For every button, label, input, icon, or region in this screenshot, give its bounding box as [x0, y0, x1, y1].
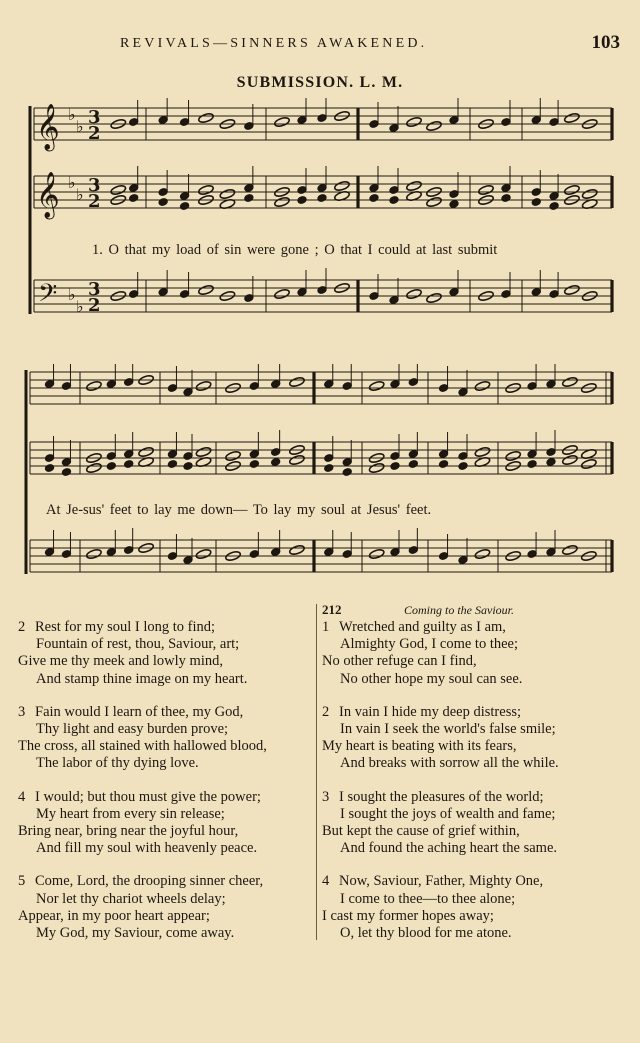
- stanza-number: 4: [18, 788, 26, 805]
- verse-line: [322, 873, 622, 890]
- verse-line: [322, 671, 622, 688]
- verse-text: Bring near, bring near the joyful hour,: [18, 823, 239, 840]
- half-note: [198, 284, 214, 295]
- half-note: [474, 380, 490, 391]
- verse-line: [18, 840, 310, 857]
- stanza-number: 1: [322, 619, 330, 635]
- verse-text: The cross, all stained with hallowed blood,: [18, 738, 267, 755]
- half-note: [505, 450, 521, 461]
- half-note: [198, 184, 214, 195]
- quarter-note: [297, 196, 307, 205]
- verse-text: Rest for my soul I long to find;: [35, 619, 216, 635]
- verse-text: Appear, in my poor heart appear;: [18, 907, 210, 924]
- stanza: [18, 704, 310, 773]
- verse-text: I cast my former hopes away;: [322, 907, 494, 924]
- verse-line: [18, 789, 310, 806]
- hymn-header: [322, 602, 622, 619]
- half-note: [274, 116, 290, 127]
- quarter-note: [501, 194, 511, 203]
- half-note: [289, 454, 305, 465]
- verse-line: [322, 789, 622, 806]
- verse-text: No other refuge can I find,: [322, 653, 477, 670]
- quarter-note: [546, 458, 556, 467]
- verse-text: I sought the pleasures of the world;: [339, 788, 544, 805]
- verse-line: [18, 738, 310, 755]
- verse-text: No other hope my soul can see.: [340, 670, 523, 687]
- verse-line: [322, 721, 622, 738]
- stanza-number: 3: [322, 788, 330, 805]
- verse-text: Give me thy meek and lowly mind,: [18, 653, 223, 670]
- half-note: [289, 544, 305, 555]
- stanza-number: 3: [18, 703, 26, 720]
- quarter-note: [158, 198, 168, 207]
- stanza: [18, 873, 310, 942]
- half-note: [86, 462, 102, 473]
- quarter-note: [271, 458, 281, 467]
- half-note: [564, 184, 580, 195]
- bass-clef: 𝄢: [38, 279, 58, 314]
- quarter-note: [129, 194, 139, 203]
- verse-line: [18, 636, 310, 653]
- half-note: [138, 446, 154, 457]
- quarter-note: [531, 198, 541, 207]
- quarter-note: [179, 202, 189, 211]
- half-note: [406, 288, 422, 299]
- lyrics-line-1: 1. O that my load of sin were gone ; O that I could at last submit: [92, 242, 498, 258]
- half-note: [110, 184, 126, 195]
- verse-text: Thy light and easy burden prove;: [36, 721, 229, 738]
- verse-text: In vain I seek the world's false smile;: [340, 721, 556, 738]
- page-header: [0, 30, 640, 60]
- verse-text: Nor let thy chariot wheels delay;: [36, 890, 226, 907]
- stanza: [322, 789, 622, 858]
- quarter-note: [408, 460, 418, 469]
- verse-line: [322, 636, 622, 653]
- half-note: [86, 548, 102, 559]
- half-note: [334, 180, 350, 191]
- half-note: [581, 458, 597, 469]
- half-note: [225, 450, 241, 461]
- time-signature-bottom: 2: [88, 295, 101, 316]
- verse-line: [322, 823, 622, 840]
- music-system-1: [0, 98, 640, 324]
- music-system-2: [0, 364, 640, 578]
- half-note: [368, 548, 384, 559]
- verse-line: [18, 704, 310, 721]
- half-note: [406, 180, 422, 191]
- verse-text: But kept the cause of grief within,: [322, 823, 520, 840]
- verse-line: [322, 738, 622, 755]
- hymn-number: 212: [322, 602, 342, 617]
- flat-sign: ♭: [68, 105, 76, 124]
- half-note: [289, 376, 305, 387]
- flat-sign: ♭: [76, 297, 84, 316]
- half-note: [195, 446, 211, 457]
- treble-clef: 𝄞: [36, 104, 60, 150]
- music-notation-system-2: [0, 364, 640, 578]
- half-note: [564, 112, 580, 123]
- hymn-column-right: [322, 602, 622, 958]
- flat-sign: ♭: [68, 285, 76, 304]
- half-note: [195, 548, 211, 559]
- flat-sign: ♭: [76, 117, 84, 136]
- half-note: [564, 284, 580, 295]
- stanza: [18, 619, 310, 688]
- time-signature-bottom: 2: [88, 191, 101, 212]
- verse-line: [18, 823, 310, 840]
- stanza: [322, 873, 622, 942]
- quarter-note: [390, 462, 400, 471]
- half-note: [478, 184, 494, 195]
- half-note: [562, 376, 578, 387]
- verse-text: And fill my soul with heavenly peace.: [36, 840, 258, 857]
- half-note: [368, 380, 384, 391]
- page-number: 103: [591, 32, 620, 53]
- flat-sign: ♭: [76, 185, 84, 204]
- verse-text: I would; but thou must give the power;: [35, 788, 261, 805]
- half-note: [274, 196, 290, 207]
- verse-line: [18, 873, 310, 890]
- verse-text: Now, Saviour, Father, Mighty One,: [339, 873, 544, 890]
- verse-text: The labor of thy dying love.: [36, 755, 199, 772]
- quarter-note: [183, 462, 193, 471]
- quarter-note: [44, 464, 54, 473]
- stanza-number: 2: [322, 703, 330, 720]
- quarter-note: [458, 462, 468, 471]
- quarter-note: [449, 200, 459, 209]
- hymn-subtitle: Coming to the Saviour.: [404, 603, 514, 617]
- quarter-note: [106, 462, 116, 471]
- quarter-note: [324, 464, 334, 473]
- verse-text: O, let thy blood for me atone.: [340, 925, 512, 942]
- verse-line: [18, 755, 310, 772]
- verse-line: [18, 721, 310, 738]
- half-note: [581, 188, 597, 199]
- quarter-note: [527, 460, 537, 469]
- quarter-note: [342, 468, 352, 477]
- verse-line: [322, 653, 622, 670]
- hymn-column-left: [18, 602, 310, 958]
- half-note: [426, 292, 442, 303]
- half-note: [406, 116, 422, 127]
- lyrics-line-2: At Je-sus' feet to lay me down— To lay my soul at Jesus' feet.: [46, 502, 432, 518]
- time-signature-top: 3: [88, 107, 101, 128]
- verse-line: [322, 891, 622, 908]
- running-title: REVIVALS—SINNERS AWAKENED.: [120, 36, 428, 51]
- quarter-note: [317, 194, 327, 203]
- quarter-note: [389, 196, 399, 205]
- verse-text: Come, Lord, the drooping sinner cheer,: [35, 873, 264, 890]
- half-note: [198, 112, 214, 123]
- quarter-note: [438, 460, 448, 469]
- column-divider: [316, 604, 317, 940]
- quarter-note: [549, 202, 559, 211]
- verse-line: [322, 840, 622, 857]
- verse-text: Almighty God, I come to thee;: [340, 636, 518, 653]
- time-signature-bottom: 2: [88, 123, 101, 144]
- quarter-note: [244, 194, 254, 203]
- verse-line: [18, 619, 310, 636]
- music-notation-system-1: [0, 98, 640, 324]
- time-signature-top: 3: [88, 279, 101, 300]
- verse-text: And breaks with sorrow all the while.: [340, 755, 559, 772]
- verse-text: And stamp thine image on my heart.: [36, 670, 248, 687]
- treble-clef: 𝄞: [36, 172, 60, 218]
- verse-text: And found the aching heart the same.: [340, 840, 558, 857]
- half-note: [274, 288, 290, 299]
- verse-text: Fountain of rest, thou, Saviour, art;: [36, 636, 240, 653]
- verse-text: I come to thee—to thee alone;: [340, 890, 516, 907]
- verse-line: [18, 653, 310, 670]
- quarter-note: [61, 468, 71, 477]
- stanza-number: 5: [18, 873, 26, 890]
- verse-line: [18, 925, 310, 942]
- half-note: [474, 446, 490, 457]
- half-note: [474, 548, 490, 559]
- verse-text: My heart from every sin release;: [36, 805, 225, 822]
- half-note: [368, 462, 384, 473]
- half-note: [562, 544, 578, 555]
- verse-line: [18, 891, 310, 908]
- half-note: [562, 454, 578, 465]
- verse-line: [322, 908, 622, 925]
- verse-line: [18, 806, 310, 823]
- stanza: [18, 789, 310, 858]
- flat-sign: ♭: [68, 173, 76, 192]
- half-note: [86, 380, 102, 391]
- verse-line: [322, 619, 622, 636]
- verse-line: [322, 755, 622, 772]
- verse-line: [18, 671, 310, 688]
- stanza: [322, 619, 622, 688]
- verse-line: [322, 704, 622, 721]
- stanza-number: 4: [322, 873, 330, 890]
- verse-text: Wretched and guilty as I am,: [339, 619, 506, 635]
- verse-line: [18, 908, 310, 925]
- verse-text: Fain would I learn of thee, my God,: [35, 703, 244, 720]
- verse-line: [322, 806, 622, 823]
- quarter-note: [167, 460, 177, 469]
- half-note: [195, 380, 211, 391]
- stanza: [322, 704, 622, 773]
- verse-text: In vain I hide my deep distress;: [339, 703, 522, 720]
- quarter-note: [369, 194, 379, 203]
- half-note: [426, 196, 442, 207]
- quarter-note: [249, 460, 259, 469]
- stanza-number: 2: [18, 619, 26, 635]
- half-note: [219, 188, 235, 199]
- verse-text: I sought the joys of wealth and fame;: [340, 805, 556, 822]
- half-note: [426, 120, 442, 131]
- verse-text: My heart is beating with its fears,: [322, 738, 517, 755]
- quarter-note: [124, 460, 134, 469]
- tune-title: SUBMISSION. L. M.: [236, 74, 404, 91]
- time-signature-top: 3: [88, 175, 101, 196]
- verse-line: [322, 925, 622, 942]
- verse-text: My God, my Saviour, come away.: [36, 925, 235, 942]
